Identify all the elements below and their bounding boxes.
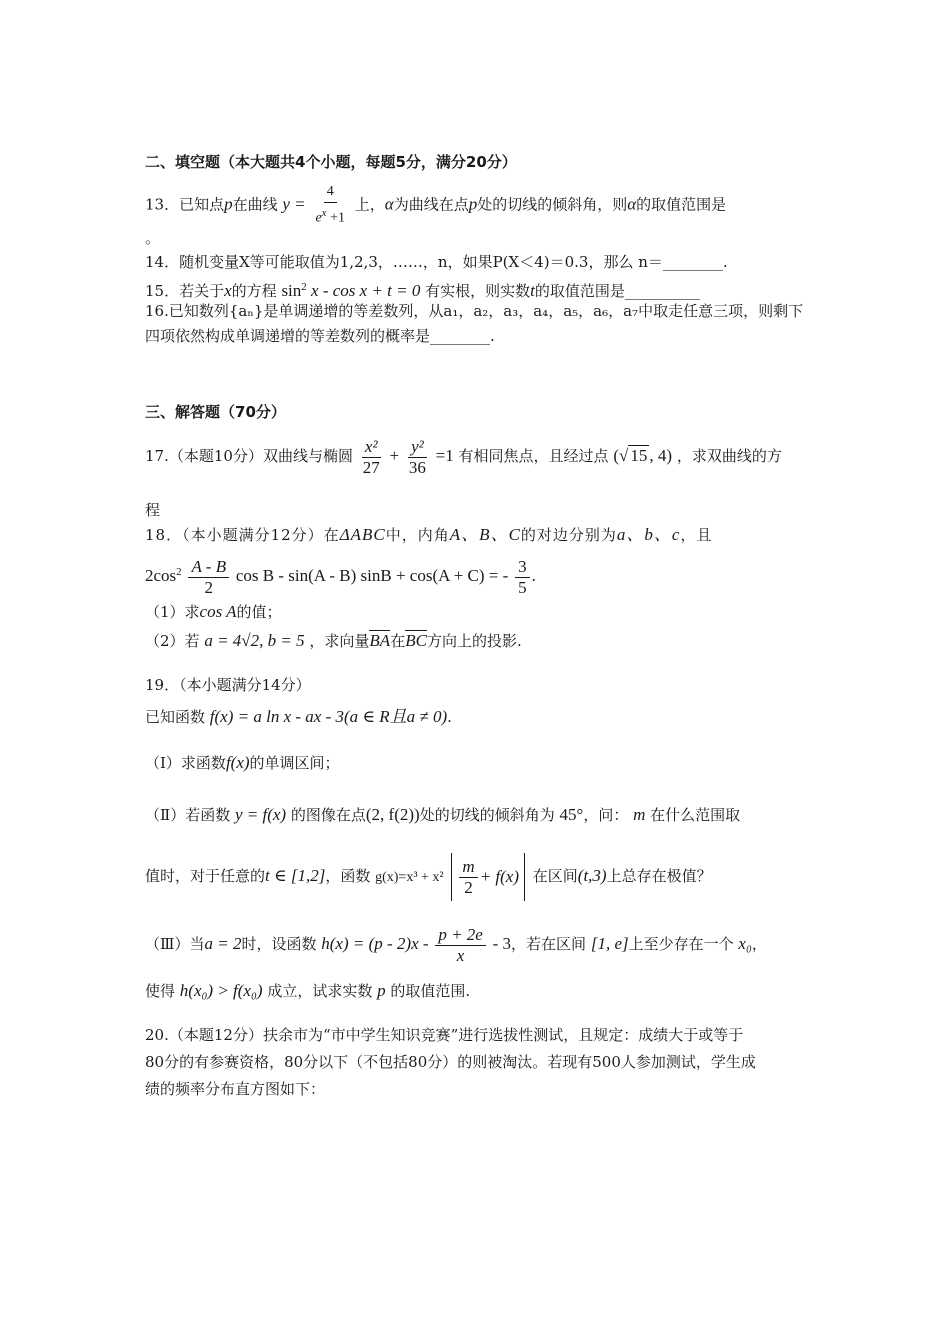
question-13: 13．已知点p在曲线 y = $\frac{4}{e^x +1}$ 上，α为曲线在点p处的切线的倾斜角，则α的取值范围是 [145,182,810,229]
question-14: 14．随机变量X等可能取值为1,2,3，……，n，如果P(X＜4)＝0.3，那么 n＝________. [145,253,728,271]
question-17-line-2: 程 [145,501,161,519]
question-19-part-iii-line-2: 使得 h(x₀) > f(x₀) 成立，试求实数 p 的取值范围. [145,981,471,1000]
question-19-given: 已知函数 f(x) = a ln x - ax - 3(a ∈ R且a ≠ 0). [145,707,452,726]
fraction-x2-over-27: $\frac{\text{x²}}{27}$ [362,436,380,477]
question-16-line-2: 四项依然构成单调递增的等差数列的概率是________. [145,327,495,345]
question-18-head: 18．（本小题满分12分）在ΔABC中，内角A、B、C的对边分别为a、b、c，且 [145,525,713,544]
question-15: 15．若关于x的方程 $\sin^2 x - \cos x + t = 0$ 有实根，则实数t的取值范围是__________ [145,281,700,300]
question-19-head: 19．（本小题满分14分） [145,676,311,694]
fraction-y2-over-36: $\frac{\text{y²}}{36}$ [408,436,426,477]
question-20-line-1: 20.（本题12分）扶余市为“市中学生知识竞赛”进行选拔性测试，且规定：成绩大于或等于 [145,1026,744,1044]
question-18-part-1: （1）求cos A的值； [145,602,282,621]
question-13-tail: 。 [145,229,161,247]
question-18-part-2: （2）若 a = 4√2, b = 5 ，求向量BA在BC方向上的投影. [145,631,522,650]
question-17: 17.（本题10分）双曲线与椭圆 $\frac{\text{x²}}{27}$ + $\frac{\text{y²}}{36}$ =1 有相同焦点，且经过点 (√ 15 , 4) ，求双曲线的方 [145,436,782,477]
question-20-line-2: 80分的有参赛资格，80分以下（不包括80分）的则被淘汰。若现有500人参加测试，学生成 [145,1053,756,1071]
question-19-part-ii-line-2: 值时，对于任意的t ∈ [1,2]，函数 g(x)=x³ + x² $\frac{m}{2}$ + f(x) 在区间(t,3)上总存在极值？ [145,852,810,902]
section-2-title: 二、填空题（本大题共4个小题，每题5分，满分20分） [145,153,517,171]
fraction-4-over-ex-plus-1: $\frac{4}{e^x +1}$ [315,184,345,226]
question-19-part-ii: （Ⅱ）若函数 y = f(x) 的图像在点(2, f(2))处的切线的倾斜角为 45°，问： m 在什么范围取 [145,805,741,824]
section-3-title: 三、解答题（70分） [145,403,286,421]
question-19-part-i: （Ⅰ）求函数f(x)的单调区间； [145,753,340,772]
question-18-equation: $2\cos^2$ $\frac{A - B}{2}$ cos B - sin(A - B) sinB + cos(A + C) = - $\frac{3}{5}$ . [145,556,536,597]
question-19-part-iii: （Ⅲ）当a = 2时，设函数 h(x) = (p - 2)x - $\frac{p + 2e}{x}$ - 3，若在区间 [1, e]上至少存在一个 x₀， [145,924,767,965]
question-16-line-1: 16.已知数列{aₙ}是单调递增的等差数列，从a₁，a₂，a₃，a₄，a₅，a₆，a₇中取走任意三项，则剩下 [145,302,804,320]
question-20-line-3: 绩的频率分布直方图如下： [145,1080,326,1098]
